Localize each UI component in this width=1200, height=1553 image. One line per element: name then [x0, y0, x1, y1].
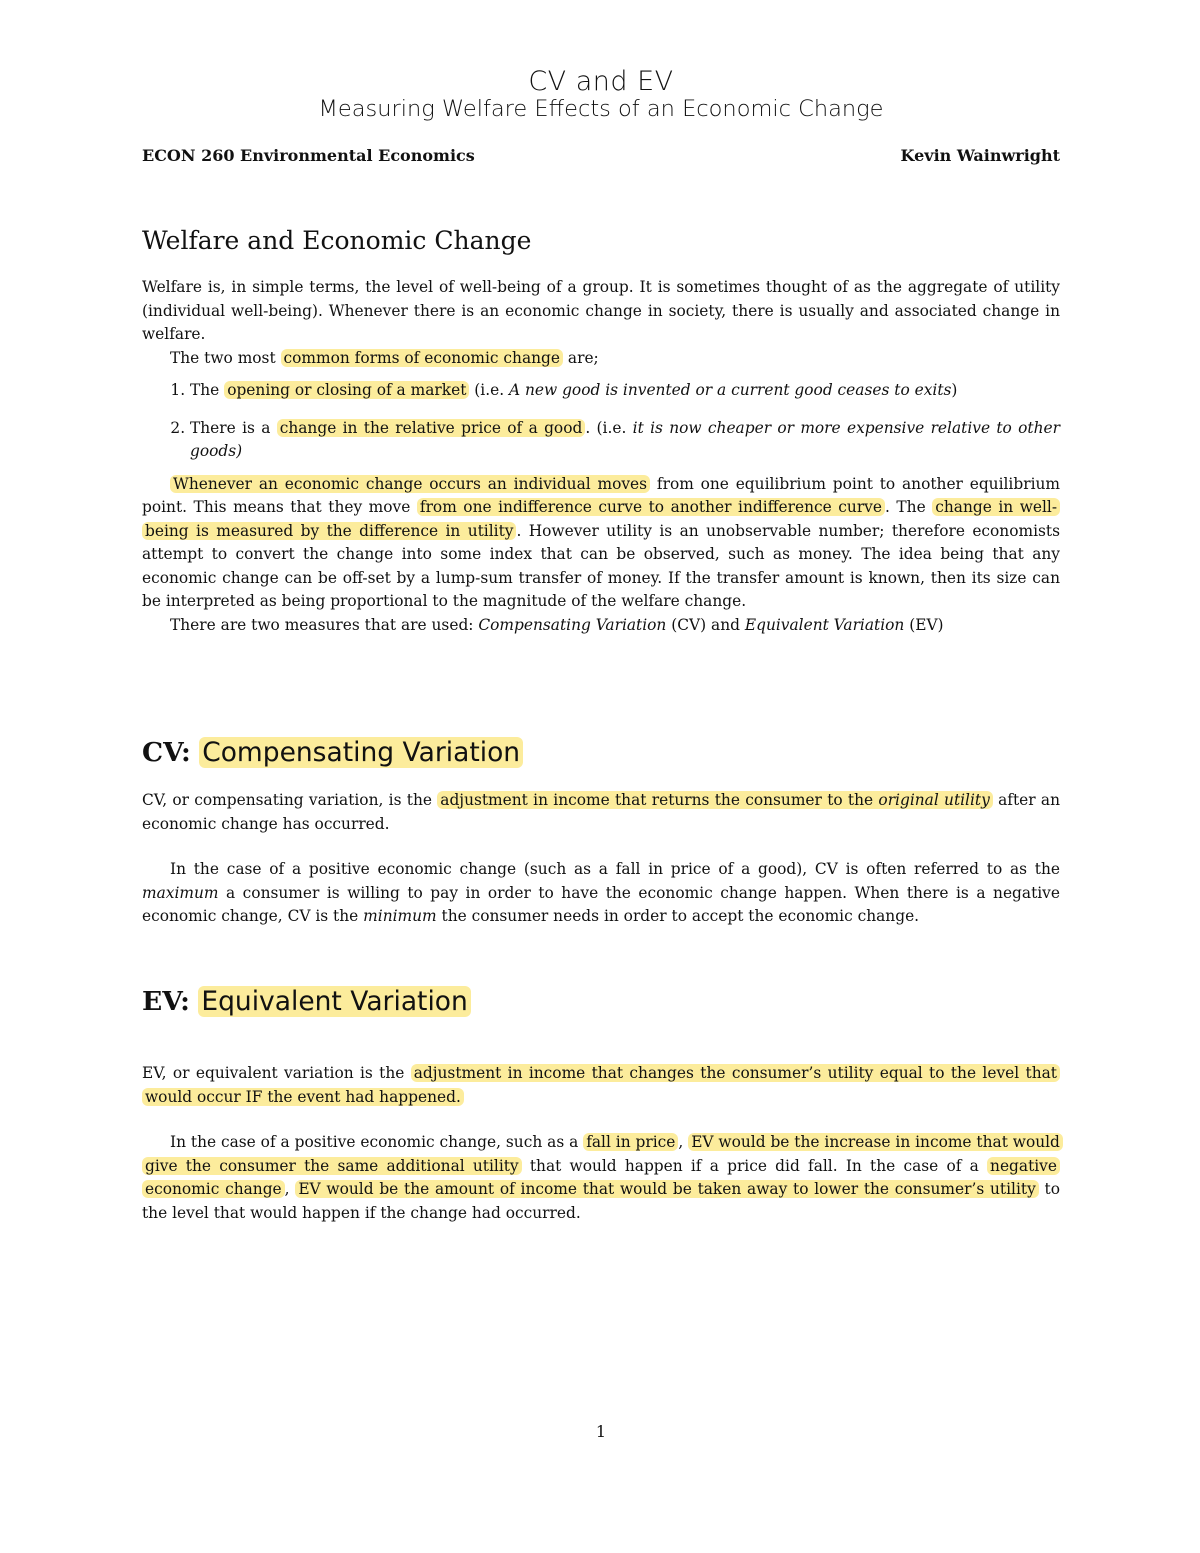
paragraph: Whenever an economic change occurs an individual moves from one equilibrium point to another equilibrium point. This means that they move from one indifference curve to another indifference curve . The change in well-being is measured by the difference in utility . However utility is an unobservable number; therefore economists attempt to convert the change into some index that can be observed, such as money. The idea being that any economic change can be off-set by a lump-sum transfer of money. If the transfer amount is known, then its size can be interpreted as being proportional to the magnitude of the welfare change.: [142, 474, 1060, 610]
section-ev-body: [142, 1062, 1060, 1225]
course-line: [142, 144, 1060, 168]
paragraph: In the case of a positive economic change (such as a fall in price of a good), CV is often referred to as the maximum a consumer is willing to pay in order to have the economic change happen. When there is a negative economic change, CV is the minimum the consumer needs in order to accept the economic change.: [142, 860, 1060, 925]
document-subtitle: Measuring Welfare Effects of an Economic Change: [318, 96, 884, 122]
highlight: change in the relative price of a good: [277, 419, 586, 437]
section-heading-cv: CV: Compensating Variation: [142, 736, 523, 770]
highlight: EV would be the increase in income that would give the consumer the same additional utility: [142, 1133, 1063, 1175]
highlight: negative economic change: [142, 1157, 1060, 1199]
highlight: opening or closing of a market: [224, 381, 469, 399]
paragraph: Welfare is, in simple terms, the level of well-being of a group. It is sometimes thought of as the aggregate of utility (individual well-being). Whenever there is an economic change in society, there is usually and associated change in welfare.: [142, 278, 1060, 343]
highlight: EV would be the amount of income that would be taken away to lower the consumer’s utility: [295, 1180, 1038, 1198]
section-cv-body: [142, 789, 1060, 929]
paragraph: In the case of a positive economic change, such as a fall in price , EV would be the increase in income that would give the consumer the same additional utility that would happen if a price did fall. In the case of a negative economic change , EV would be the amount of income that would be taken away to lower the consumer’s utility to the level that would happen if the change had occurred.: [142, 1131, 1060, 1225]
paragraph: EV, or equivalent variation is the adjustment in income that changes the consumer’s utility equal to the level that would occur IF the event had happened.: [142, 1062, 1060, 1109]
highlight: Whenever an economic change occurs an individual moves: [170, 475, 650, 493]
highlight: fall in price: [583, 1133, 678, 1151]
highlight: change in well-being is measured by the difference in utility: [142, 498, 1060, 540]
highlight: adjustment in income that returns the consumer to the original utility: [437, 791, 993, 809]
section-heading-ev: EV: Equivalent Variation: [142, 985, 471, 1019]
list-item: 1. The opening or closing of a market (i.e. A new good is invented or a current good ceases to exits): [190, 379, 1060, 403]
highlight: adjustment in income that changes the consumer’s utility equal to the level that would occur IF the event had happened.: [142, 1064, 1060, 1106]
highlight: common forms of economic change: [281, 349, 563, 367]
highlight: from one indifference curve to another indifference curve: [417, 498, 885, 516]
section-heading-welfare: Welfare and Economic Change: [142, 226, 532, 255]
page-number: 1: [595, 1422, 607, 1441]
paragraph: CV, or compensating variation, is the adjustment in income that returns the consumer to the original utility after an economic change has occurred.: [142, 791, 1060, 833]
highlight: Equivalent Variation: [198, 986, 471, 1017]
document-title: CV and EV: [528, 66, 674, 97]
paragraph: There are two measures that are used: Compensating Variation (CV) and Equivalent Variation (EV): [170, 615, 944, 634]
section-welfare-body: [142, 276, 1060, 637]
course-name: ECON 260 Environmental Economics: [142, 146, 475, 165]
author-name: Kevin Wainwright: [900, 146, 1060, 165]
list-item: 2. There is a change in the relative price of a good . (i.e. it is now cheaper or more expensive relative to other goods): [190, 417, 1060, 464]
paragraph: The two most common forms of economic change are;: [170, 348, 599, 367]
change-forms-list: [142, 379, 1060, 464]
highlight: Compensating Variation: [199, 737, 523, 768]
